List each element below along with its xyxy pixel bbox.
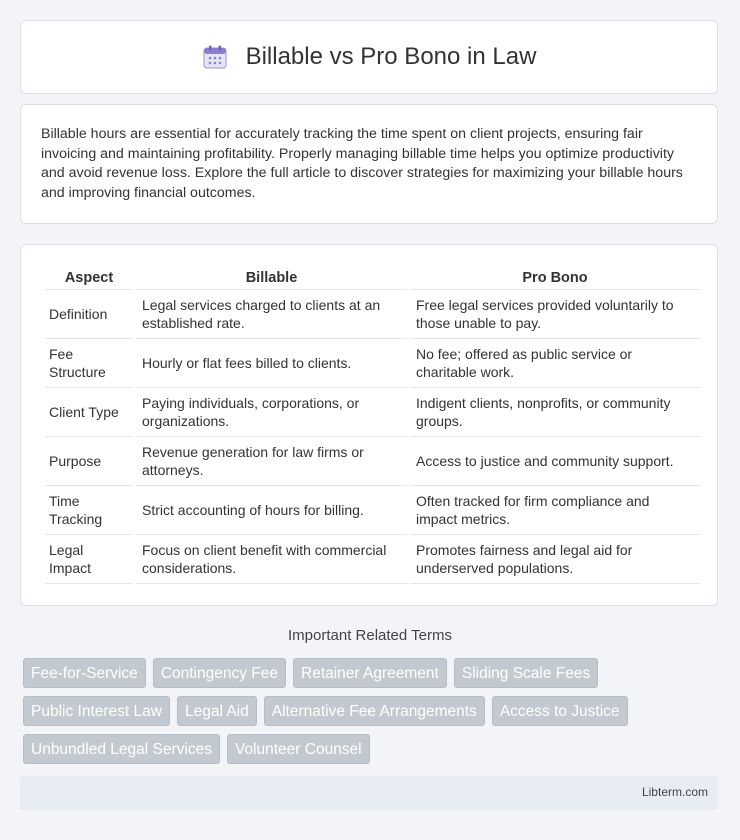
row-billable: Legal services charged to clients at an established rate.	[136, 290, 407, 339]
row-pro-bono: No fee; offered as public service or charitable work.	[410, 339, 700, 388]
row-aspect: Client Type	[45, 388, 133, 437]
row-aspect: Fee Structure	[45, 339, 133, 388]
header-aspect: Aspect	[45, 267, 133, 290]
comparison-card	[20, 244, 718, 606]
term-tag[interactable]: Volunteer Counsel	[227, 734, 370, 764]
term-tag[interactable]: Alternative Fee Arrangements	[264, 696, 485, 726]
page-title: Billable vs Pro Bono in Law	[245, 43, 537, 70]
table-row	[45, 486, 700, 535]
row-billable: Strict accounting of hours for billing.	[136, 486, 407, 535]
table-row	[45, 290, 700, 339]
intro-paragraph: Billable hours are essential for accurately tracking the time spent on client projects, ensuring fair invoicing and maintaining profitability. Properly managing billable time helps you optimize productivity and avoid revenue loss. Explore the full article to discover strategies for maximizing your billable hours and improving financial outcomes.	[41, 126, 683, 201]
table-row	[45, 437, 700, 486]
term-tag[interactable]: Retainer Agreement	[293, 658, 447, 688]
header-pro-bono: Pro Bono	[410, 267, 700, 290]
term-tag[interactable]: Sliding Scale Fees	[454, 658, 598, 688]
row-aspect: Purpose	[45, 437, 133, 486]
row-pro-bono: Access to justice and community support.	[410, 437, 700, 486]
term-tag[interactable]: Access to Justice	[492, 696, 628, 726]
footer	[20, 776, 718, 810]
term-tag[interactable]: Unbundled Legal Services	[23, 734, 220, 764]
table-row	[45, 339, 700, 388]
row-billable: Hourly or flat fees billed to clients.	[136, 339, 407, 388]
term-tag[interactable]: Fee-for-Service	[23, 658, 146, 688]
title-card	[20, 20, 718, 94]
row-pro-bono: Free legal services provided voluntarily to those unable to pay.	[410, 290, 700, 339]
header-billable: Billable	[136, 267, 407, 290]
related-terms-list	[23, 658, 723, 764]
term-tag[interactable]: Public Interest Law	[23, 696, 170, 726]
row-billable: Revenue generation for law firms or attorneys.	[136, 437, 407, 486]
term-tag[interactable]: Legal Aid	[177, 696, 257, 726]
intro-card	[20, 104, 718, 224]
term-tag[interactable]: Contingency Fee	[153, 658, 286, 688]
comparison-table	[42, 267, 703, 584]
row-aspect: Legal Impact	[45, 535, 133, 584]
row-aspect: Definition	[45, 290, 133, 339]
row-pro-bono: Often tracked for firm compliance and impact metrics.	[410, 486, 700, 535]
related-terms-heading: Important Related Terms	[288, 627, 452, 644]
row-aspect: Time Tracking	[45, 486, 133, 535]
calendar-icon	[202, 44, 228, 70]
table-row	[45, 388, 700, 437]
table-header-row	[45, 267, 700, 290]
table-row	[45, 535, 700, 584]
row-pro-bono: Promotes fairness and legal aid for underserved populations.	[410, 535, 700, 584]
row-billable: Focus on client benefit with commercial considerations.	[136, 535, 407, 584]
row-billable: Paying individuals, corporations, or organizations.	[136, 388, 407, 437]
footer-site-link[interactable]: Libterm.com	[641, 785, 708, 799]
row-pro-bono: Indigent clients, nonprofits, or community groups.	[410, 388, 700, 437]
